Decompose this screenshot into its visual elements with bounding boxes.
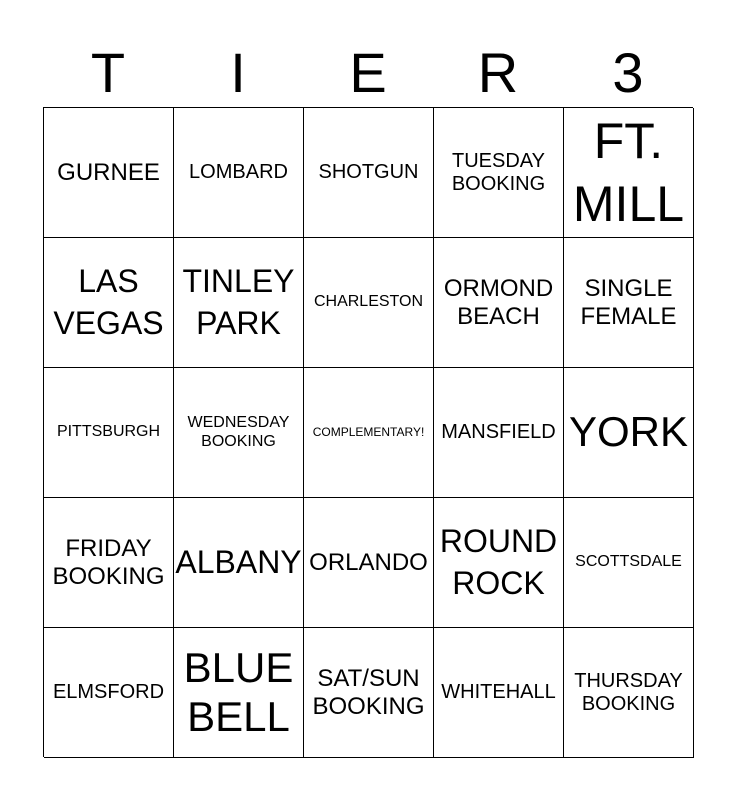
cell-label: FT. MILL bbox=[572, 113, 685, 232]
cell-label: TINLEY PARK bbox=[182, 262, 295, 341]
cell-label: YORK bbox=[568, 408, 689, 456]
title-letter-e: E bbox=[349, 41, 387, 104]
cell-label: BLUE BELL bbox=[183, 644, 294, 740]
bingo-cell-r2-c1[interactable] bbox=[44, 238, 174, 368]
bingo-cell-r5-c4[interactable] bbox=[434, 628, 564, 758]
bingo-cell-r5-c1[interactable] bbox=[44, 628, 174, 758]
cell-label: ROUND ROCK bbox=[439, 522, 558, 601]
cell-label: THURSDAY BOOKING bbox=[574, 669, 683, 715]
bingo-cell-r1-c5[interactable] bbox=[564, 108, 694, 238]
bingo-cell-r5-c3[interactable] bbox=[304, 628, 434, 758]
cell-label: CHARLESTON bbox=[313, 293, 424, 311]
bingo-board bbox=[43, 107, 693, 757]
bingo-cell-r4-c2[interactable] bbox=[174, 498, 304, 628]
bingo-cell-r3-c3[interactable] bbox=[304, 368, 434, 498]
bingo-cell-r2-c3[interactable] bbox=[304, 238, 434, 368]
cell-label: LOMBARD bbox=[189, 161, 288, 183]
bingo-cell-r1-c3[interactable] bbox=[304, 108, 434, 238]
cell-label: SHOTGUN bbox=[318, 161, 419, 183]
bingo-cell-r4-c3[interactable] bbox=[304, 498, 434, 628]
bingo-cell-r3-c5[interactable] bbox=[564, 368, 694, 498]
cell-label: COMPLEMENTARY! bbox=[312, 424, 425, 439]
cell-label: LAS VEGAS bbox=[53, 262, 164, 341]
bingo-cell-r1-c4[interactable] bbox=[434, 108, 564, 238]
cell-label: WEDNESDAY BOOKING bbox=[187, 414, 290, 450]
bingo-cell-r2-c5[interactable] bbox=[564, 238, 694, 368]
bingo-cell-r4-c5[interactable] bbox=[564, 498, 694, 628]
bingo-title bbox=[43, 40, 693, 106]
bingo-cell-r5-c5[interactable] bbox=[564, 628, 694, 758]
cell-label: SINGLE FEMALE bbox=[580, 274, 677, 330]
cell-label: ELMSFORD bbox=[52, 681, 165, 703]
cell-label: TUESDAY BOOKING bbox=[451, 149, 546, 195]
bingo-cell-r3-c4[interactable] bbox=[434, 368, 564, 498]
bingo-cell-r3-c1[interactable] bbox=[44, 368, 174, 498]
bingo-cell-r3-c2[interactable] bbox=[174, 368, 304, 498]
title-letter-i: I bbox=[230, 41, 246, 104]
cell-label: SAT/SUN BOOKING bbox=[312, 664, 425, 720]
bingo-cell-r2-c2[interactable] bbox=[174, 238, 304, 368]
cell-label: ORLANDO bbox=[309, 548, 428, 576]
cell-label: FRIDAY BOOKING bbox=[52, 534, 165, 590]
title-letter-r: R bbox=[477, 41, 519, 104]
cell-label: WHITEHALL bbox=[441, 681, 556, 703]
title-letter-t: T bbox=[90, 41, 126, 104]
cell-label: ORMOND BEACH bbox=[443, 274, 554, 330]
bingo-cell-r2-c4[interactable] bbox=[434, 238, 564, 368]
bingo-cell-r4-c1[interactable] bbox=[44, 498, 174, 628]
bingo-cell-r4-c4[interactable] bbox=[434, 498, 564, 628]
title-letter-3: 3 bbox=[612, 41, 644, 104]
cell-label: GURNEE bbox=[57, 158, 160, 186]
cell-label: SCOTTSDALE bbox=[575, 553, 682, 571]
bingo-cell-r1-c2[interactable] bbox=[174, 108, 304, 238]
cell-label: PITTSBURGH bbox=[56, 423, 161, 441]
bingo-cell-r1-c1[interactable] bbox=[44, 108, 174, 238]
cell-label: ALBANY bbox=[175, 543, 302, 580]
bingo-cell-r5-c2[interactable] bbox=[174, 628, 304, 758]
cell-label: MANSFIELD bbox=[441, 421, 556, 443]
